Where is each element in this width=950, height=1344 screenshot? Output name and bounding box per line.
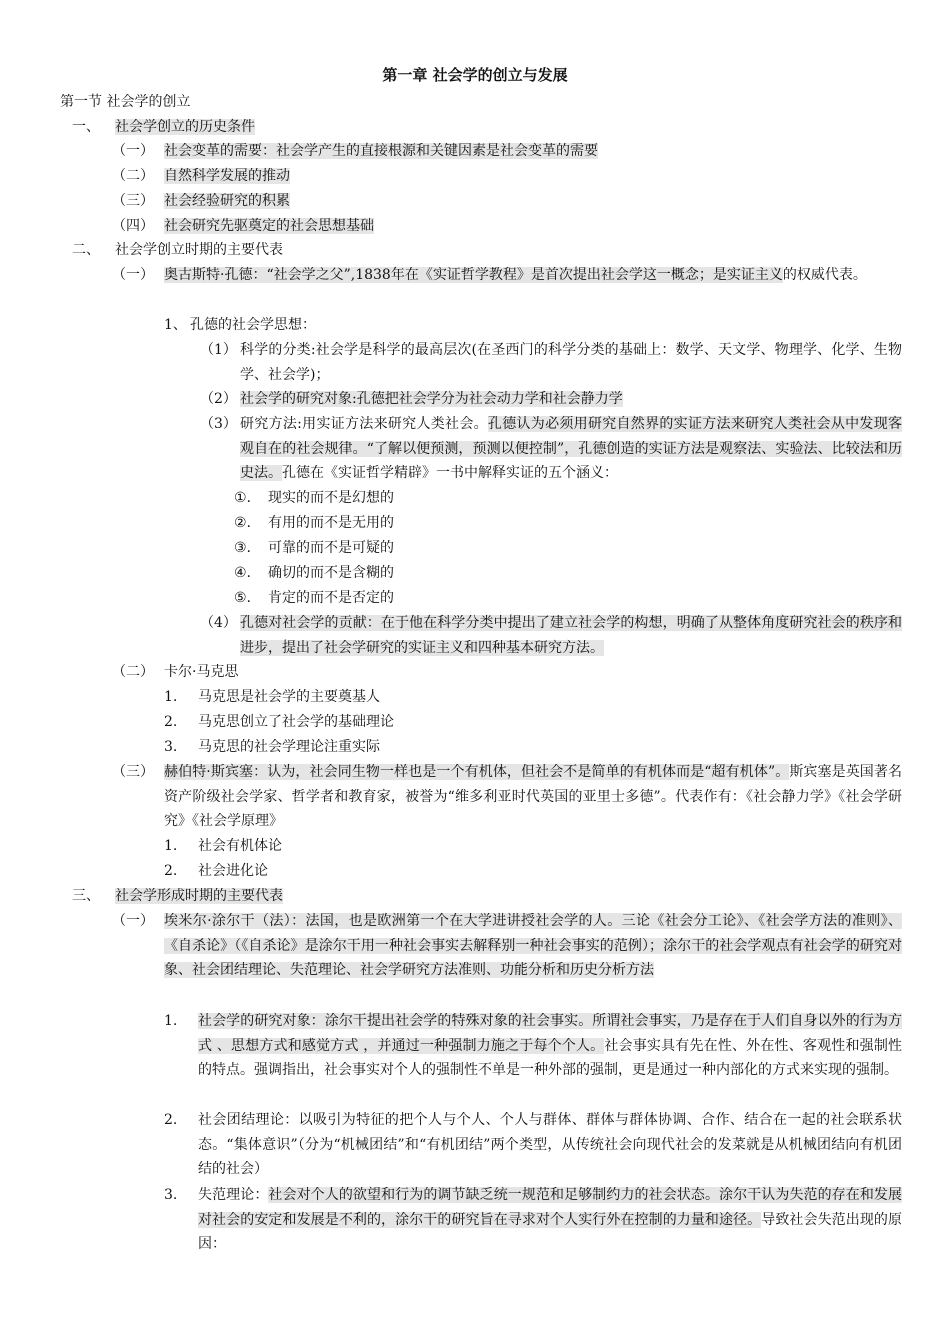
- list-item: ⑤. 肯定的而不是否定的: [234, 590, 394, 606]
- list-item: 1、 孔德的社会学思想：: [164, 317, 316, 333]
- section-heading: 第一节 社会学的创立: [60, 94, 191, 110]
- list-item: 2. 马克思创立了社会学的基础理论: [164, 714, 394, 730]
- list-item: 2. 社会团结理论：以吸引为特征的把个人与个人、个人与群体、群体与群体协调、合作、结合在一起的社会联系状态。“集体意识”（分为“机械团结”和“有机团结”两个类型，从传统社会向现代社会的发菜就是从机械团结向有机团结的社会）: [164, 1112, 902, 1178]
- list-item: 2. 社会进化论: [164, 863, 268, 879]
- list-item: （一） 奥古斯特·孔德：“社会学之父”,1838年在《实证哲学教程》是首次提出社会学这一概念；是实证主义的权威代表。: [112, 267, 867, 283]
- list-item: （2） 社会学的研究对象:孔德把社会学分为社会动力学和社会静力学: [200, 391, 623, 407]
- list-item: 1. 社会学的研究对象：涂尔干提出社会学的特殊对象的社会事实。所谓社会事实，乃是存在于人们自身以外的行为方式 、思想方式和感觉方式 ，并通过一种强制力施之于每个个人。社会事实具有先在性、外在性、客观性和强制性的特点。强调指出，社会事实对个人的强制性不单是一种外部的强制，更是通过一种内部化的方式来实现的强制。: [164, 1013, 902, 1079]
- list-item: 1. 马克思是社会学的主要奠基人: [164, 689, 380, 705]
- list-item: 三、 社会学形成时期的主要代表: [72, 888, 283, 904]
- list-item: （四） 社会研究先驱奠定的社会思想基础: [112, 218, 374, 234]
- list-item: （一） 埃米尔·涂尔干（法）：法国，也是欧洲第一个在大学进讲授社会学的人。三论《社会分工论》、《社会学方法的准则》、《自杀论》（《自杀论》是涂尔干用一种社会事实去解释别一种社会事实的范例）；涂尔干的社会学观点有社会学的研究对象、社会团结理论、失范理论、社会学研究方法准则、功能分析和历史分析方法: [112, 913, 902, 979]
- list-item: ②. 有用的而不是无用的: [234, 515, 394, 531]
- list-item: （三） 社会经验研究的积累: [112, 193, 290, 209]
- list-item: ④. 确切的而不是含糊的: [234, 565, 394, 581]
- list-item: （1） 科学的分类:社会学是科学的最高层次(在圣西门的科学分类的基础上：数学、天文学、物理学、化学、生物学、社会学)；: [200, 342, 902, 383]
- list-item: 1. 社会有机体论: [164, 838, 282, 854]
- list-item: 3. 失范理论：社会对个人的欲望和行为的调节缺乏统一规范和足够制约力的社会状态。涂尔干认为失范的存在和发展对社会的安定和发展是不利的，涂尔干的研究旨在寻求对个人实行外在控制的力量和途径。导致社会失范出现的原因：: [164, 1187, 903, 1253]
- list-item: 一、 社会学创立的历史条件: [72, 119, 255, 135]
- list-item: （4） 孔德对社会学的贡献：在于他在科学分类中提出了建立社会学的构想，明确了从整体角度研究社会的秩序和进步，提出了社会学研究的实证主义和四种基本研究方法。: [200, 615, 902, 656]
- list-item: （二） 自然科学发展的推动: [112, 168, 290, 184]
- list-item: 3. 马克思的社会学理论注重实际: [164, 739, 380, 755]
- list-item: ③. 可靠的而不是可疑的: [234, 540, 394, 556]
- list-item: （二） 卡尔·马克思: [112, 664, 239, 680]
- list-item: ①. 现实的而不是幻想的: [234, 490, 394, 506]
- list-item: （3） 研究方法:用实证方法来研究人类社会。孔德认为必须用研究自然界的实证方法来研究人类社会从中发现客观自在的社会规律。“了解以便预测，预测以便控制”，孔德创造的实证方法是观察法、实验法、比较法和历史法。孔德在《实证哲学精辟》一书中解释实证的五个涵义：: [200, 416, 903, 482]
- list-item: （一） 社会变革的需要：社会学产生的直接根源和关键因素是社会变革的需要: [112, 143, 598, 159]
- list-item: （三） 赫伯特·斯宾塞：认为，社会同生物一样也是一个有机体，但社会不是简单的有机体而是“超有机体”。斯宾塞是英国著名资产阶级社会学家、哲学者和教育家，被誉为“维多利亚时代英国的亚里士多德”。代表作有：《社会静力学》《社会学研究》《社会学原理》: [112, 764, 903, 830]
- chapter-title: 第一章 社会学的创立与发展: [382, 66, 568, 84]
- list-item: 二、 社会学创立时期的主要代表: [72, 242, 283, 258]
